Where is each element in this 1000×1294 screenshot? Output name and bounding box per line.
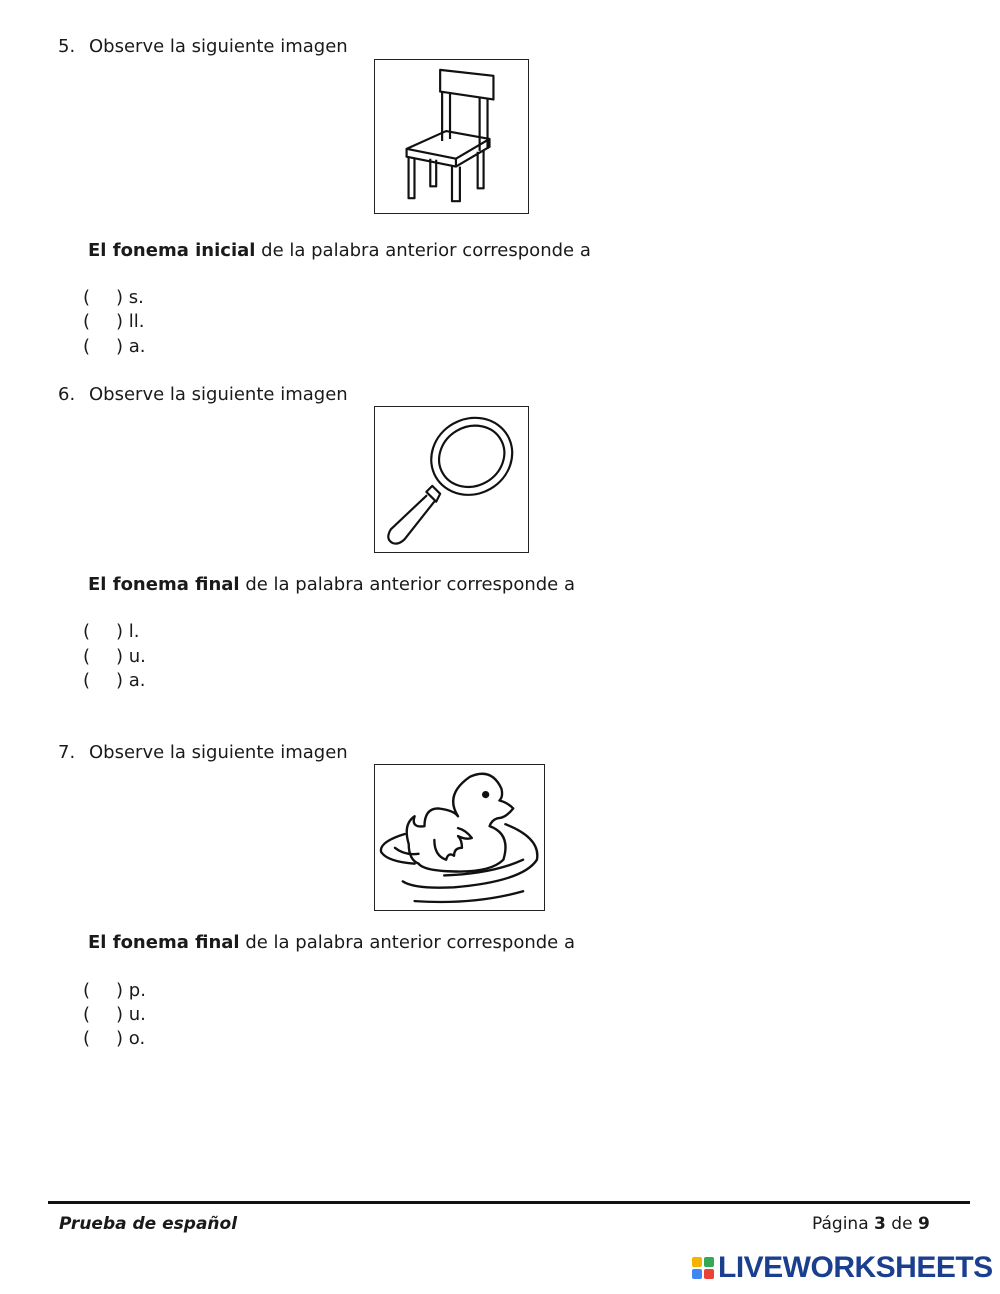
footer-divider — [48, 1201, 970, 1204]
option-label: s. — [128, 287, 144, 308]
option-label: u. — [128, 646, 146, 667]
instruction-text: Observe la siguiente imagen — [89, 742, 348, 763]
option-label: ll. — [128, 311, 145, 332]
option-label: o. — [128, 1028, 146, 1049]
option-label: u. — [128, 1004, 146, 1025]
prompt-rest: de la palabra anterior corresponde a — [255, 240, 591, 261]
option-5-1[interactable]: ( ) s. — [83, 287, 144, 308]
option-6-2[interactable]: ( ) u. — [83, 646, 146, 667]
prompt-bold: El fonema final — [88, 574, 240, 595]
prompt-bold: El fonema final — [88, 932, 240, 953]
question-number: 5. — [58, 36, 76, 57]
duck-illustration — [374, 764, 545, 911]
question-6-instruction — [58, 384, 348, 405]
question-5-prompt — [88, 240, 591, 261]
question-5-instruction — [58, 36, 348, 57]
prompt-rest: de la palabra anterior corresponde a — [239, 574, 576, 595]
prompt-rest: de la palabra anterior corresponde a — [239, 932, 576, 953]
liveworksheets-brand[interactable] — [692, 1251, 993, 1285]
page-indicator: Página 3 de 9 — [812, 1214, 930, 1234]
option-label: p. — [128, 980, 146, 1001]
prompt-bold: El fonema inicial — [88, 240, 256, 261]
option-5-3[interactable]: ( ) a. — [83, 336, 146, 357]
footer-title: Prueba de español — [59, 1214, 238, 1234]
question-7-prompt — [88, 932, 575, 953]
magnifying-glass-illustration — [374, 406, 529, 553]
option-label: a. — [128, 336, 146, 357]
option-6-1[interactable]: ( ) l. — [83, 621, 140, 642]
option-7-3[interactable]: ( ) o. — [83, 1028, 146, 1049]
option-7-2[interactable]: ( ) u. — [83, 1004, 146, 1025]
liveworksheets-logo-icon — [692, 1257, 714, 1279]
instruction-text: Observe la siguiente imagen — [89, 36, 348, 57]
page-total: 9 — [917, 1214, 930, 1234]
page-current: 3 — [874, 1214, 886, 1234]
instruction-text: Observe la siguiente imagen — [89, 384, 348, 405]
question-6-prompt — [88, 574, 575, 595]
chair-illustration — [374, 59, 529, 214]
option-label: l. — [128, 621, 140, 642]
option-label: a. — [128, 670, 146, 691]
option-7-1[interactable]: ( ) p. — [83, 980, 146, 1001]
option-5-2[interactable]: ( ) ll. — [83, 311, 145, 332]
question-7-instruction — [58, 742, 348, 763]
question-number: 6. — [58, 384, 76, 405]
brand-name: LIVEWORKSHEETS — [718, 1251, 993, 1284]
option-6-3[interactable]: ( ) a. — [83, 670, 146, 691]
question-number: 7. — [58, 742, 76, 763]
